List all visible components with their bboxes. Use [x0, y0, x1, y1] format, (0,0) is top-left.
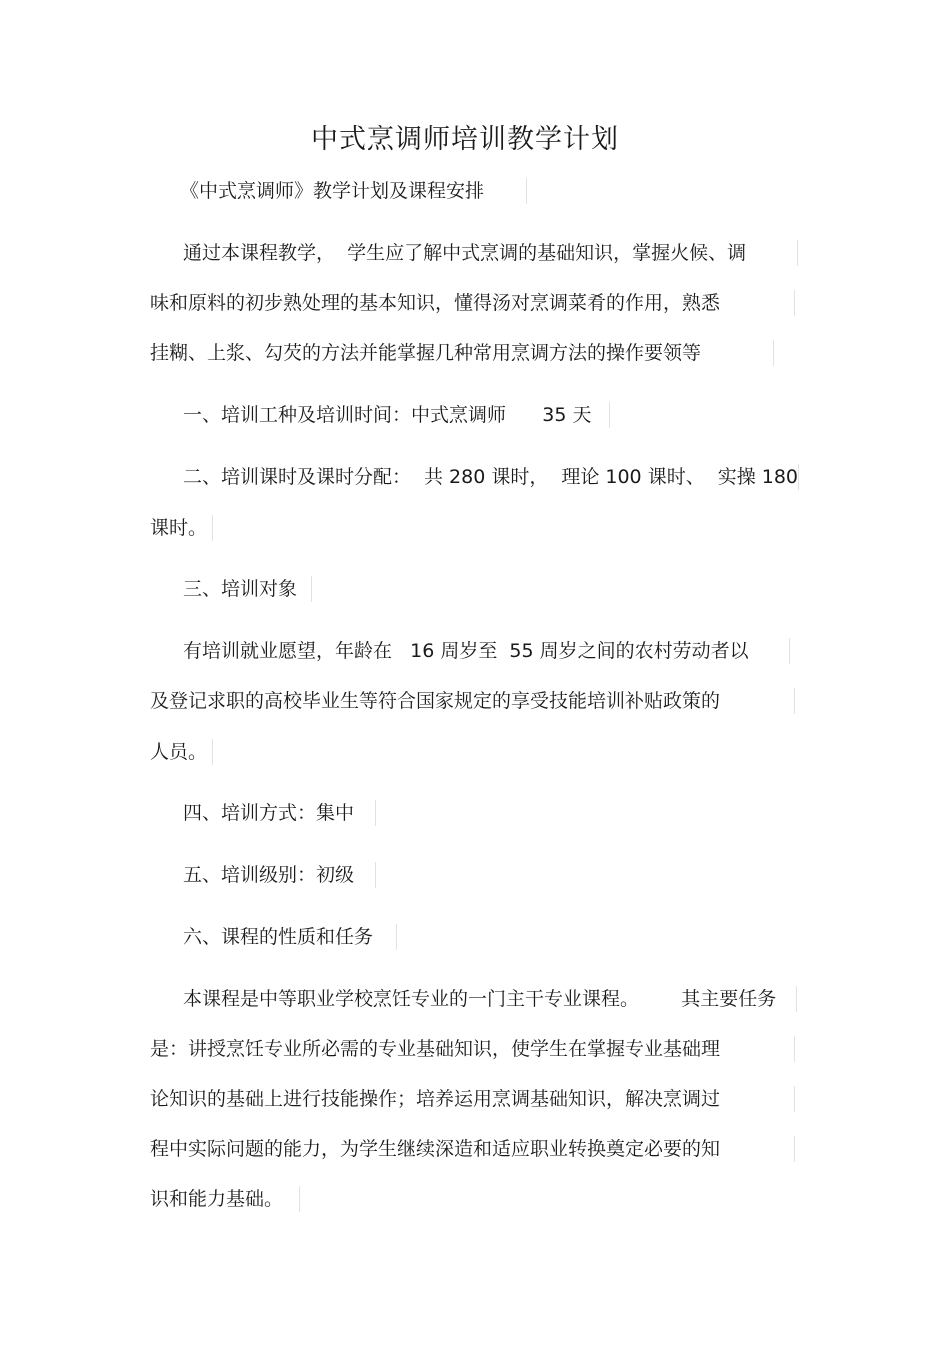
target-line-1: 有培训就业愿望，年龄在 16 周岁至 55 周岁之间的农村劳动者以	[183, 638, 790, 664]
section-heading-5: 五、培训级别：初级	[183, 862, 376, 888]
section2-continuation: 课时。	[150, 515, 213, 541]
section-heading-3: 三、培训对象	[183, 576, 312, 602]
section2-part-4: 实操 180	[717, 466, 798, 488]
section2-part-3: 理论 100 课时、	[561, 466, 705, 488]
intro-line-1: 通过本课程教学， 学生应了解中式烹调的基础知识，掌握火候、调	[183, 240, 798, 266]
target-line-3: 人员。	[150, 739, 213, 765]
course-line-3: 论知识的基础上进行技能操作；培养运用烹调基础知识，解决烹调过	[150, 1086, 795, 1112]
course-line-5: 识和能力基础。	[150, 1186, 300, 1212]
section-heading-2	[183, 464, 799, 490]
document-title: 中式烹调师培训教学计划	[311, 124, 619, 155]
target-line-2: 及登记求职的高校毕业生等符合国家规定的享受技能培训补贴政策的	[150, 688, 795, 714]
section-heading-6: 六、课程的性质和任务	[183, 924, 397, 950]
section2-part-2: 共 280 课时，	[424, 466, 549, 488]
course-line-4: 程中实际问题的能力，为学生继续深造和适应职业转换奠定必要的知	[150, 1136, 795, 1162]
section-heading-1: 一、培训工种及培训时间：中式烹调师 35 天	[183, 402, 610, 428]
intro-line-2: 味和原料的初步熟处理的基本知识，懂得汤对烹调菜肴的作用，熟悉	[150, 290, 795, 316]
section-heading-4: 四、培训方式：集中	[183, 800, 376, 826]
subtitle: 《中式烹调师》教学计划及课程安排	[180, 178, 527, 204]
course-line-1: 本课程是中等职业学校烹饪专业的一门主干专业课程。 其主要任务	[183, 986, 797, 1012]
section2-part-1: 二、培训课时及课时分配：	[183, 466, 412, 488]
course-line-2: 是：讲授烹饪专业所必需的专业基础知识，使学生在掌握专业基础理	[150, 1036, 795, 1062]
intro-line-3: 挂糊、上浆、勾芡的方法并能掌握几种常用烹调方法的操作要领等	[150, 340, 774, 366]
